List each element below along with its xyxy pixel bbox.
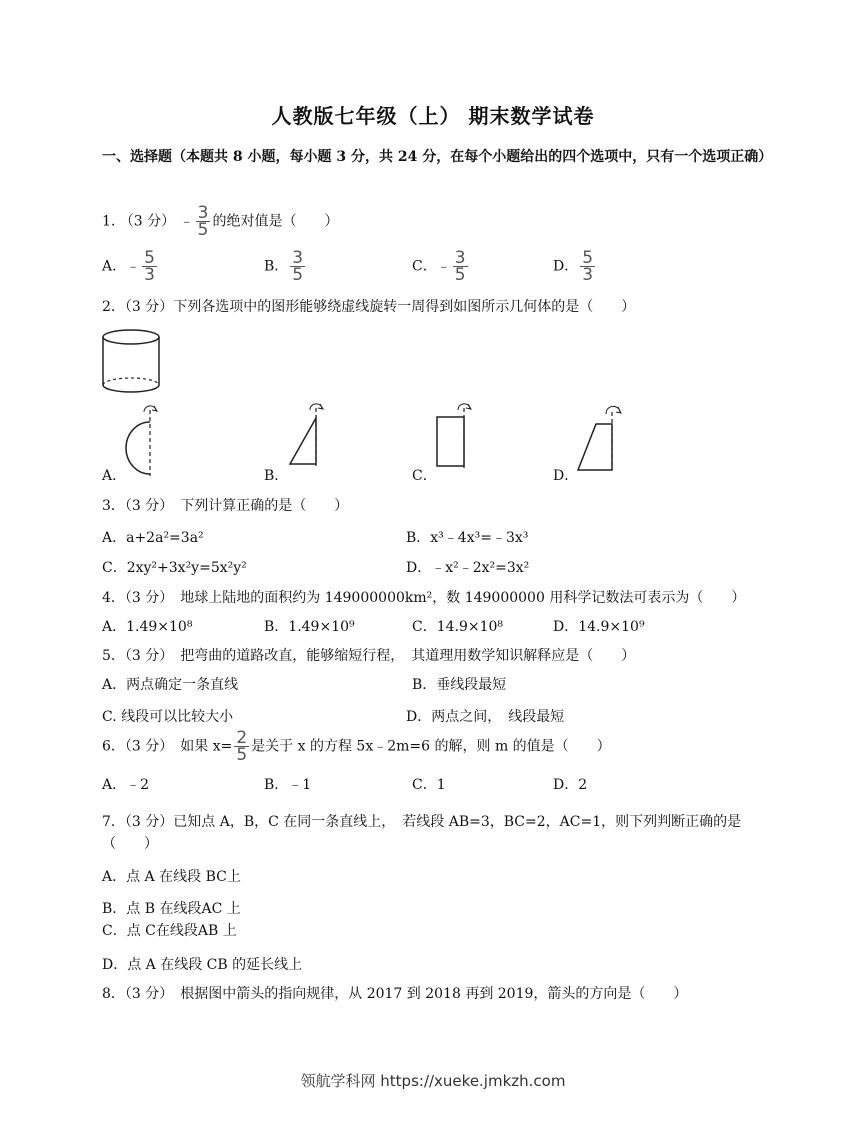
q7-option-d[interactable]: D．点 A 在线段 CB 的延长线上 — [102, 957, 303, 973]
question-3: 3．（3 分） 下列计算正确的是（ ） — [102, 498, 349, 514]
q1-option-a[interactable] — [102, 250, 159, 283]
question-1 — [102, 205, 338, 238]
q6-option-b[interactable]: B．﹣1 — [264, 777, 312, 793]
q1-option-d[interactable] — [553, 250, 597, 283]
frac-num: 5 — [144, 248, 155, 268]
footer-watermark: 领航学科网 https://xueke.jmkzh.com — [300, 1072, 566, 1090]
page-title: 人教版七年级（上） 期末数学试卷 — [271, 104, 595, 128]
q6-fraction — [234, 730, 249, 763]
frac-num: 3 — [292, 248, 304, 268]
question-5: 5．（3 分） 把弯曲的道路改直，能够缩短行程， 其道理用数学知识解释应是（ ） — [102, 648, 636, 664]
frac-num: 3 — [454, 248, 466, 268]
q6-option-d[interactable]: D．2 — [553, 777, 588, 793]
q2-option-a[interactable]: A． — [102, 468, 127, 484]
q6-frac-num: 2 — [236, 728, 248, 748]
q3-option-b[interactable]: B．x³﹣4x³=﹣3x³ — [406, 530, 529, 546]
q1-sign: ﹣ — [179, 213, 194, 230]
option-fraction — [290, 250, 305, 283]
option-fraction — [580, 250, 595, 283]
q5-option-a[interactable]: A．两点确定一条直线 — [102, 677, 239, 693]
q6-frac-den: 5 — [236, 745, 248, 765]
option-sign: ﹣ — [436, 258, 451, 275]
q6-option-c[interactable]: C．1 — [412, 777, 446, 793]
option-label: A． — [102, 258, 127, 275]
q4-option-a[interactable]: A．1.49×10⁸ — [102, 619, 193, 635]
question-2: 2．（3 分）下列各选项中的图形能够绕虚线旋转一周得到如图所示几何体的是（ ） — [102, 299, 636, 315]
option-fraction — [142, 250, 157, 283]
triangle-figure — [284, 400, 332, 470]
q1-frac-den: 5 — [197, 220, 209, 240]
question-6 — [102, 730, 611, 763]
option-label: B． — [264, 258, 289, 275]
option-label: C． — [412, 258, 437, 275]
question-4: 4．（3 分） 地球上陆地的面积约为 149000000km²，数 149000000 用科学记数法可表示为（ ） — [102, 590, 746, 606]
q7-option-c[interactable]: C．点 C在线段AB 上 — [102, 923, 237, 939]
q2-option-c[interactable]: C． — [412, 468, 437, 484]
frac-num: 5 — [582, 248, 594, 268]
frac-den: 3 — [582, 265, 594, 285]
q2-option-b[interactable]: B． — [264, 468, 289, 484]
frac-den: 3 — [144, 265, 155, 285]
option-label: D． — [553, 258, 579, 275]
question-8: 8．（3 分） 根据图中箭头的指向规律，从 2017 到 2018 再到 2019，箭头的方向是（ ） — [102, 986, 688, 1002]
q5-option-b[interactable]: B．垂线段最短 — [412, 677, 507, 693]
q1-option-c[interactable] — [412, 250, 470, 283]
q4-option-b[interactable]: B．1.49×10⁹ — [264, 619, 355, 635]
q7-option-b[interactable]: B．点 B 在线段AC 上 — [102, 901, 241, 917]
q6-suffix: 是关于 x 的方程 5x﹣2m=6 的解，则 m 的值是（ ） — [251, 738, 611, 755]
q6-option-a[interactable]: A．﹣2 — [102, 777, 150, 793]
frac-den: 5 — [292, 265, 304, 285]
q3-option-c[interactable]: C．2xy²+3x²y=5x²y² — [102, 560, 247, 576]
option-sign: ﹣ — [126, 258, 141, 275]
q3-option-d[interactable]: D．﹣x²﹣2x²=3x² — [406, 560, 530, 576]
q1-fraction — [196, 205, 211, 238]
question-7: 7．（3 分）已知点 A，B，C 在同一条直线上， 若线段 AB=3，BC=2，AC=1，则下列判断正确的是（ ） — [102, 814, 742, 852]
trapezoid-figure — [574, 402, 628, 474]
q3-option-a[interactable]: A．a+2a²=3a² — [102, 530, 204, 546]
q4-option-d[interactable]: D．14.9×10⁹ — [553, 619, 645, 635]
q1-frac-num: 3 — [197, 203, 209, 223]
q1-prefix: 1. （3 分） — [102, 213, 176, 230]
section-heading: 一、选择题（本题共 8 小题，每小题 3 分，共 24 分，在每个小题给出的四个选项中，只有一个选项正确） — [102, 149, 773, 165]
q5-option-d[interactable]: D．两点之间， 线段最短 — [406, 709, 565, 725]
cylinder-figure — [100, 328, 162, 398]
frac-den: 5 — [454, 265, 466, 285]
q6-prefix: 6．（3 分） 如果 x= — [102, 738, 233, 755]
q4-option-c[interactable]: C．14.9×10⁸ — [412, 619, 504, 635]
q2-option-d[interactable]: D． — [553, 468, 579, 484]
q1-option-b[interactable] — [264, 250, 307, 283]
q1-suffix: 的绝对值是（ ） — [212, 213, 339, 230]
rectangle-figure — [430, 400, 478, 472]
option-fraction — [453, 250, 468, 283]
q5-option-c[interactable]: C. 线段可以比较大小 — [102, 709, 234, 725]
q7-option-a[interactable]: A．点 A 在线段 BC上 — [102, 869, 241, 885]
